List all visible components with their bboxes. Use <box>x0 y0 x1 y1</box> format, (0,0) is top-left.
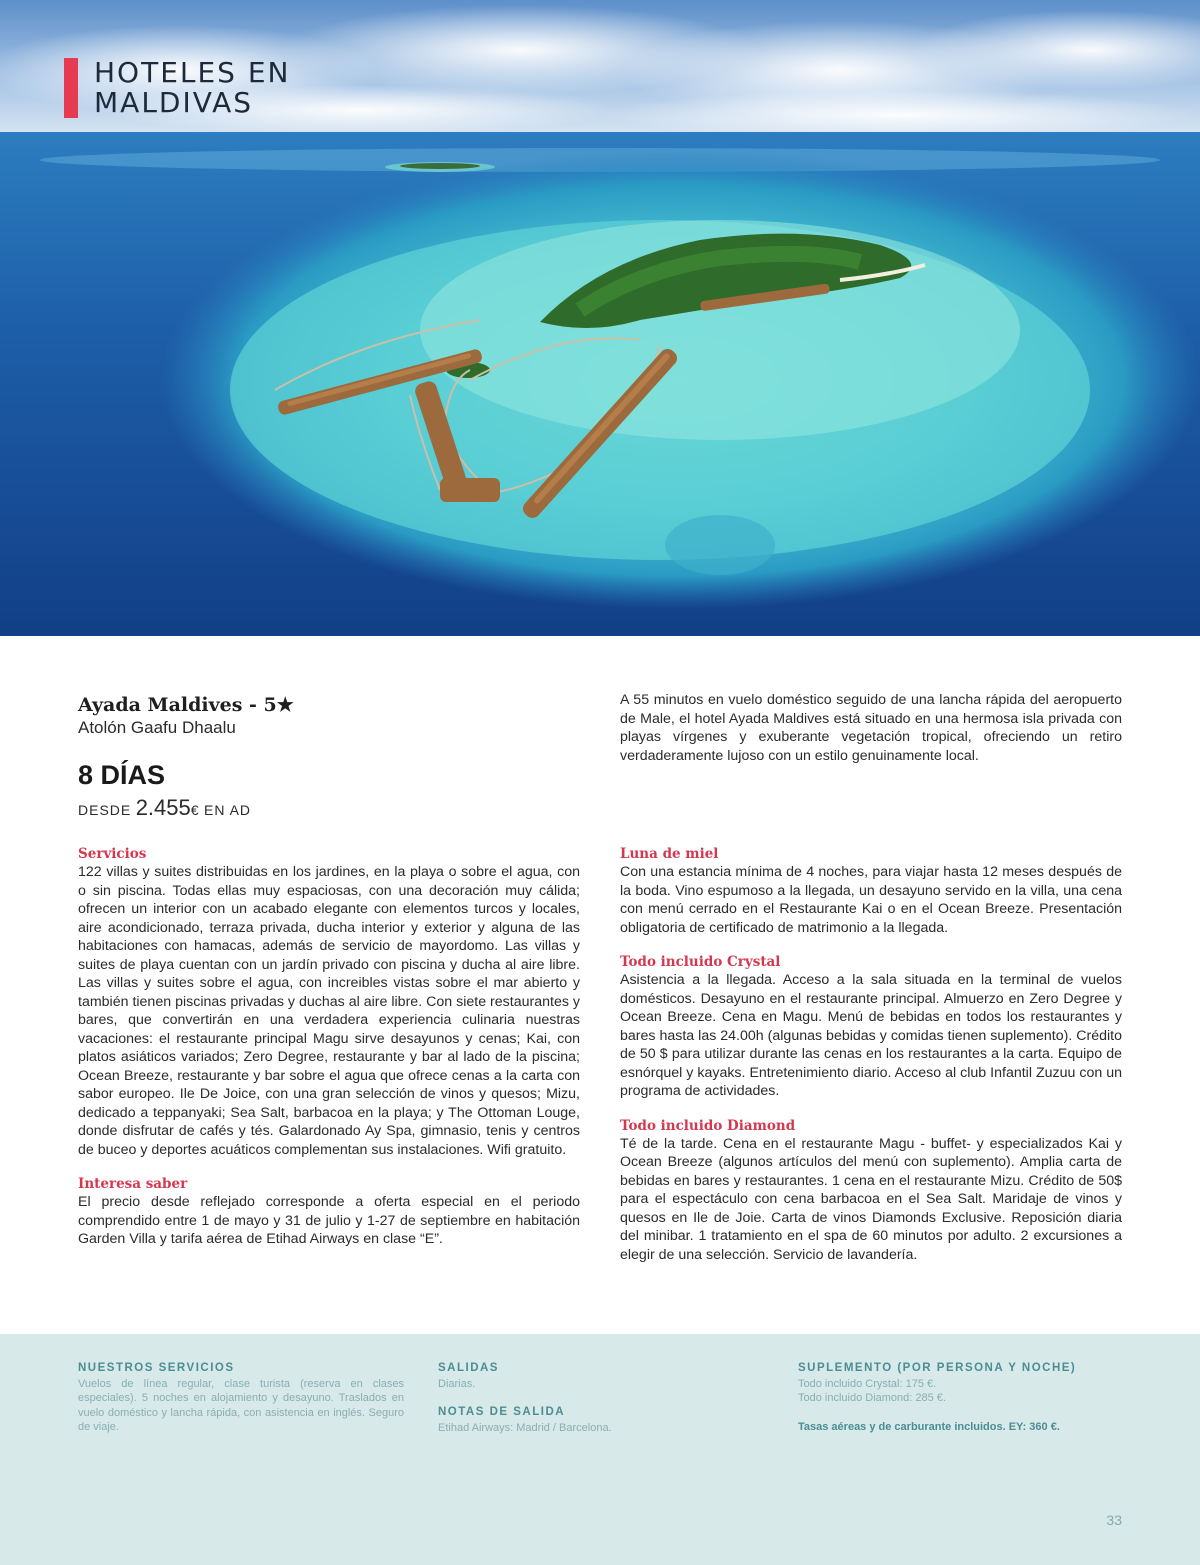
left-column <box>78 845 580 1265</box>
section-body-todo-incluido-crystal: Asistencia a la llegada. Acceso a la sala situada en la terminal de vuelos domésticos. Desayuno en el restaurante principal. Almuerzo en Zero Degree y Ocean Breeze. Cena en Magu. Menú de bebidas en todos los restaurantes y bares hasta las 24.00h (algunas bebidas y comidas tienen suplemento). Crédito de 50 $ para utilizar durante las cenas en los restaurantes a la carta. Equipo de esnórquel y kayaks. Entretenimiento diario. Acceso al club Infantil Zuzuu con un programa de actividades. <box>620 972 1122 1099</box>
section-heading-luna-de-miel: Luna de miel <box>620 846 719 862</box>
section-heading-todo-incluido-crystal: Todo incluido Crystal <box>620 954 781 970</box>
price-prefix: DESDE <box>78 802 132 818</box>
section-body-luna-de-miel: Con una estancia mínima de 4 noches, para viajar hasta 12 meses después de la boda. Vino espumoso a la llegada, un desayuno servido en la villa, una cena con menú cerrado en el Restaurante Kai o en el Ocean Breeze. Presentación obligatoria de certificado de matrimonio a la llegada. <box>620 864 1122 936</box>
departures-title: SALIDAS <box>438 1362 499 1374</box>
supplement-crystal: Todo incluido Crystal: 175 €. <box>798 1377 937 1390</box>
price-suffix: EN AD <box>204 802 252 818</box>
hero-photo <box>0 0 1200 636</box>
section-body-interesa-saber: El precio desde reflejado corresponde a oferta especial en el periodo comprendido entre 1 de mayo y 31 de julio y 1-27 de septiembre en habitación Garden Villa y tarifa aérea de Etihad Airways en clase “E”. <box>78 1194 580 1247</box>
footer-services <box>78 1361 404 1435</box>
services-text: Vuelos de línea regular, clase turista (reserva en clases especiales). 5 noches en alojamiento y desayuno. Traslados en vuelo doméstico y lancha rápida, con asistencia en inglés. Seguro de viaje. <box>78 1377 404 1433</box>
title-accent-bar <box>64 58 78 118</box>
section-body-servicios: 122 villas y suites distribuidas en los jardines, en la playa o sobre el agua, con o sin piscina. Todas ellas muy espaciosas, con una decoración muy cálida; ofrecen un interior con un acabado elegante con elementos turcos y locales, aire acondicionado, terraza privada, ducha interior y exterior y alguna de las habitaciones con hamacas, además de servicio de mayordomo. Las villas y suites de playa cuentan con un jardín privado con piscina y ducha al aire libre. Las villas y suites sobre el agua, con increibles vistas sobre el mar abierto y también tienen piscinas privadas y duchas al aire libre. Con siete restaurantes y bares, que convertirán en una verdadera experiencia culinaria nuestras vacaciones: el restaurante principal Magu sirve desayunos y cenas; Kai, con platos asiáticos variados; Zero Degree, restaurante y bar al lado de la piscina; Ocean Breeze, restaurante y bar sobre el agua que ofrece cenas a la carta con sabor europeo. Ile De Joice, con una gran selección de vinos y quesos; Mizu, dedicado a teppanyaki; Sea Salt, barbacoa en la playa; y The Ottoman Louge, donde disfrutar de cafés y tés. Galardonado Ay Spa, gimnasio, tenis y centros de buceo y deportes acuáticos complementan sus instalaciones. Wifi gratuito. <box>78 864 580 1158</box>
notes-title: NOTAS DE SALIDA <box>438 1406 566 1418</box>
section-heading-interesa-saber: Interesa saber <box>78 1176 188 1192</box>
info-footer <box>0 1334 1200 1565</box>
section-heading-todo-incluido-diamond: Todo incluido Diamond <box>620 1117 796 1134</box>
price-currency: € <box>190 802 200 818</box>
price-value: 2.455 <box>135 795 191 820</box>
section-body-todo-incluido-diamond: Té de la tarde. Cena en el restaurante Magu - buffet- y especializados Kai y Ocean Breeze (algunos artículos del menú con suplemento). Amplia carta de bebidas en bares y restaurantes. 1 cena en el restaurante Mizu. Crédito de 50$ para el espectáculo con cena barbacoa en el Sea Salt. Maridaje de vinos y quesos en Ile de Joie. Carta de vinos Diamonds Exclusive. Reposición diaria del minibar. 1 tratamiento en el spa de 60 minutos por adulto. 2 excursiones a elegir de una selección. Servicio de lavandería. <box>620 1135 1122 1263</box>
supplement-diamond: Todo incluido Diamond: 285 €. <box>798 1392 946 1404</box>
price-line <box>78 795 251 821</box>
section-title <box>64 58 291 118</box>
notes-text: Etihad Airways: Madrid / Barcelona. <box>438 1421 612 1434</box>
hotel-location: Atolón Gaafu Dhaalu <box>78 718 236 737</box>
taxes-note: Tasas aéreas y de carburante incluidos. EY: 360 €. <box>798 1420 1060 1433</box>
footer-supplement <box>798 1361 1118 1434</box>
section-title-line2: MALDIVAS <box>94 86 254 119</box>
trip-duration: 8 DÍAS <box>78 760 166 790</box>
intro-paragraph: A 55 minutos en vuelo doméstico seguido de una lancha rápida del aeropuerto de Male, el hotel Ayada Maldives está situado en una hermosa isla privada con playas vírgenes y exuberante vegetación tropical, ofreciendo un retiro verdaderamente lujoso con un estilo genuinamente local. <box>620 692 1122 764</box>
services-title: NUESTROS SERVICIOS <box>78 1362 235 1374</box>
section-title-line1: HOTELES EN <box>94 56 291 89</box>
hotel-name: Ayada Maldives - 5★ <box>78 694 294 716</box>
page-number: 33 <box>1106 1512 1122 1528</box>
right-column <box>620 845 1122 1280</box>
footer-departures <box>438 1361 738 1435</box>
supplement-title: SUPLEMENTO (POR PERSONA Y NOCHE) <box>798 1362 1077 1374</box>
departures-text: Diarias. <box>438 1377 476 1390</box>
section-heading-servicios: Servicios <box>78 846 147 862</box>
